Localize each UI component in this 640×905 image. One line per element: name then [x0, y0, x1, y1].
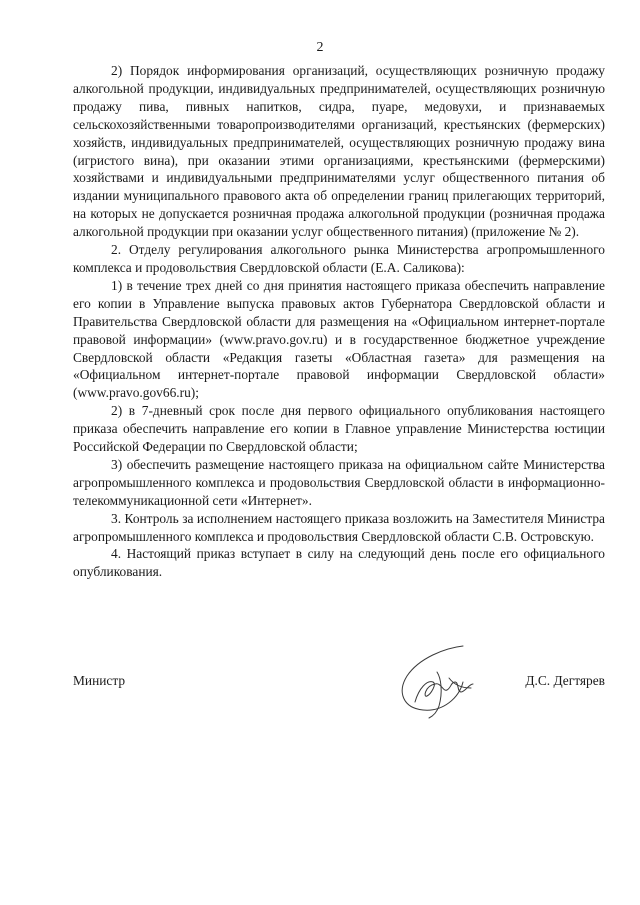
- page-number: 2: [316, 40, 324, 55]
- paragraph-department-instruction: 2. Отделу регулирования алкогольного рынка Министерства агропромышленного комплекса и продовольствия Свердловской области (Е.А. Саликова):: [73, 242, 605, 275]
- paragraph-copy-to-ministry-justice: 2) в 7-дневный срок после дня первого официального опубликования настоящего приказа обеспечить направление его копии в Главное управление Министерства юстиции Российской Федерации по Свердловской области;: [73, 403, 605, 455]
- paragraph-informing-procedure: 2) Порядок информирования организаций, осуществляющих розничную продажу алкогольной продукции, индивидуальных предпринимателей, осуществляющих розничную продажу пива, пивных напитков, сидра, пуаре, медовухи, и признаваемых сельскохозяйственными товаропроизводителями организаций, крестьянских (фермерских) хозяйств, индивидуальных предпринимателей, осуществляющих розничную продажу вина (игристого вина), при оказании этими организациями, крестьянскими (фермерскими) хозяйствами и индивидуальными предпринимателями услуг общественного питания об издании муниципального правового акта об определении границ прилегающих территорий, на которых не допускается розничная продажа алкогольной продукции (розничная продажа алкогольной продукции при оказании услуг общественного питания) (приложение № 2).: [73, 63, 605, 240]
- handwritten-signature: [393, 642, 479, 720]
- paragraph-effective-date: 4. Настоящий приказ вступает в силу на следующий день после его официального опубликования.: [73, 546, 605, 580]
- signatory-name: Д.С. Дегтярев: [525, 673, 605, 688]
- paragraph-control: 3. Контроль за исполнением настоящего приказа возложить на Заместителя Министра агропромышленного комплекса и продовольствия Свердловской области С.В. Островскую.: [73, 510, 605, 544]
- document-body: [73, 62, 605, 581]
- signature-block: [73, 660, 605, 720]
- signatory-title: Министр: [73, 673, 126, 688]
- paragraph-copy-to-publication: 1) в течение трех дней со дня принятия настоящего приказа обеспечить направление его копии в Управление выпуска правовых актов Губернатора Свердловской области и Правительства Свердловской области для размещения на «Официальном интернет-портале правовой информации» (www.pravo.gov.ru) и в государственное бюджетное учреждение Свердловской области «Редакция газеты «Областная газета» для размещения на «Официальном интернет-портале правовой информации Свердловской области» (www.pravo.gov66.ru);: [73, 277, 605, 401]
- paragraph-website-publication: 3) обеспечить размещение настоящего приказа на официальном сайте Министерства агропромышленного комплекса и продовольствия Свердловской области в информационно-телекоммуникационной сети «Интернет».: [73, 456, 605, 508]
